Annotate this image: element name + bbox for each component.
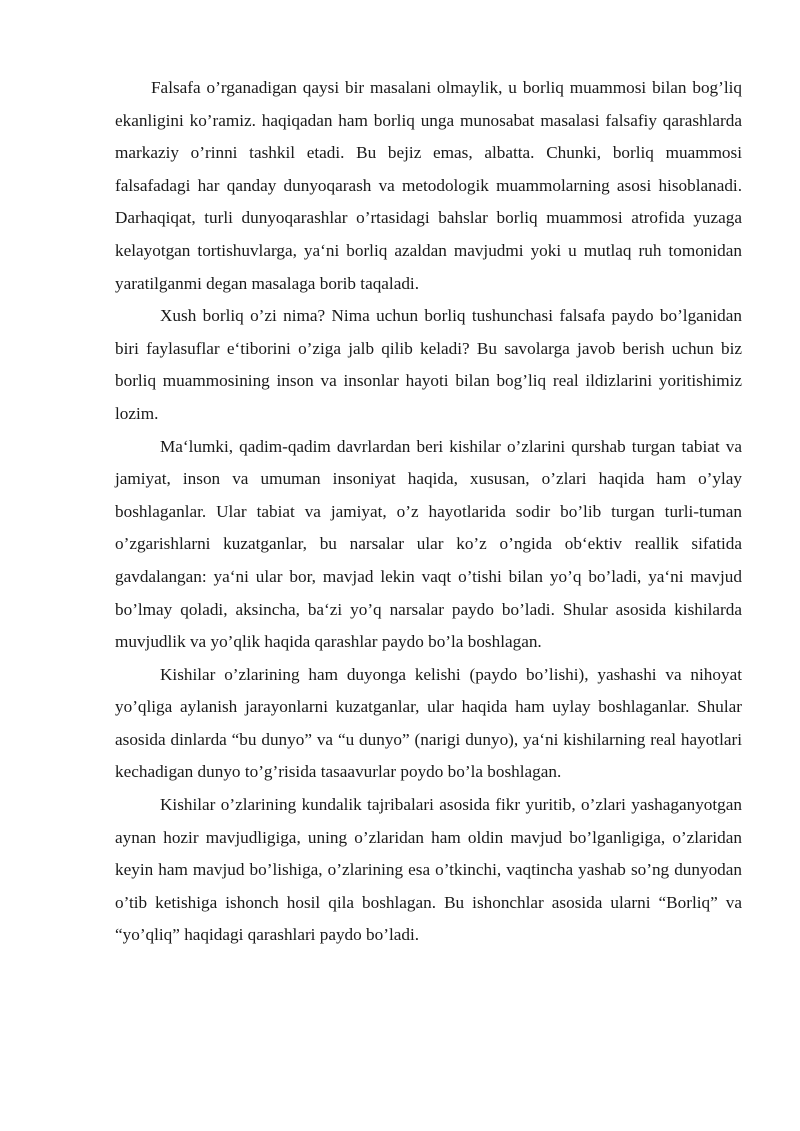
- paragraph-2: Xush borliq o’zi nima? Nima uchun borliq tushunchasi falsafa paydo bo’lganidan biri faylasuflar e‘tiborini o’ziga jalb qilib keladi? Bu savolarga javob berish uchun biz borliq muammosining inson va insonlar hayoti bilan bog’liq real ildizlarini yoritishimiz lozim.: [115, 306, 742, 423]
- paragraph-4: Kishilar o’zlarining ham duyonga kelishi (paydo bo’lishi), yashashi va nihoyat yo’qliga aylanish jarayonlarni kuzatganlar, ular haqida ham uylay boshlaganlar. Shular asosida dinlarda “bu dunyo” va “u dunyo” (narigi dunyo), ya‘ni kishilarning real hayotlari kechadigan dunyo to’g’risida tasaavurlar poydo bo’la boshlagan.: [115, 664, 742, 782]
- paragraph-3: Ma‘lumki, qadim-qadim davrlardan beri kishilar o’zlarini qurshab turgan tabiat va jamiyat, inson va umuman insoniyat haqida, xususan, o’zlari haqida ham o’ylay boshlaganlar. Ular tabiat va jamiyat, o’z hayotlarida sodir bo’lib turgan turli-tuman o’zgarishlarni kuzatganlar, bu narsalar ular ko’z o’ngida ob‘ektiv reallik sifatida gavdalangan: ya‘ni ular bor, mavjad lekin vaqt o’tishi bilan yo’q bo’ladi, ya‘ni mavjud bo’lmay qoladi, aksincha, ba‘zi yo’q narsalar paydo bo’ladi. Shular asosida kishilarda muvjudlik va yo’qlik haqida qarashlar paydo bo’la boshlagan.: [115, 436, 742, 652]
- body-text: [115, 72, 742, 952]
- paragraph-5: Kishilar o’zlarining kundalik tajribalari asosida fikr yuritib, o’zlari yashaganyotgan aynan hozir mavjudligiga, uning o’zlaridan ham oldin mavjud bo’lganligiga, o’zlaridan keyin ham mavjud bo’lishiga, o’zlarining esa o’tkinchi, vaqtincha yashab so’ng dunyodan o’tib ketishiga ishonch hosil qila boshlagan. Bu ishonchlar asosida ularni “Borliq” va “yo’qliq” haqidagi qarashlari paydo bo’ladi.: [115, 795, 742, 945]
- paragraph-1: Falsafa o’rganadigan qaysi bir masalani olmaylik, u borliq muammosi bilan bog’liq ekanligini ko’ramiz. haqiqadan ham borliq unga munosabat masalasi falsafiy qarashlarda markaziy o’rinni tashkil etadi. Bu bejiz emas, albatta. Chunki, borliq muammosi falsafadagi har qanday dunyoqarash va metodologik muammolarning asosi hisoblanadi. Darhaqiqat, turli dunyoqarashlar o’rtasidagi bahslar borliq muammosi atrofida yuzaga kelayotgan tortishuvlarga, ya‘ni borliq azaldan mavjudmi yoki u mutlaq ruh tomonidan yaratilganmi degan masalaga borib taqaladi.: [115, 78, 742, 293]
